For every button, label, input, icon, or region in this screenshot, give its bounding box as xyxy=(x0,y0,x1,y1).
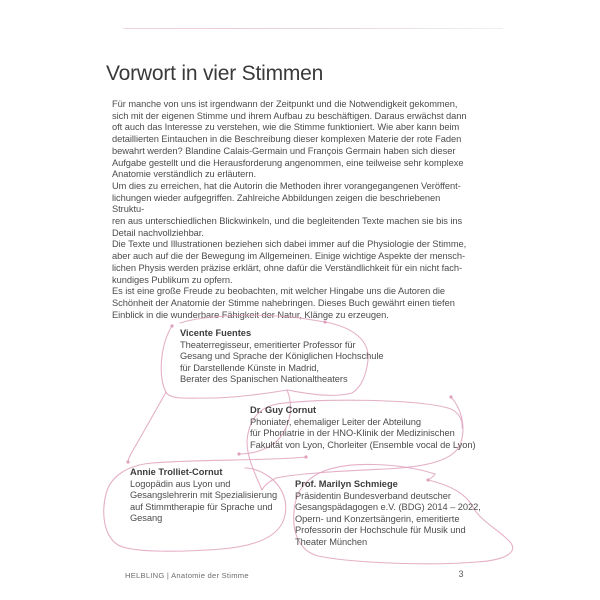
contributor-name: Prof. Marilyn Schmiege xyxy=(295,479,398,489)
contributor-name: Dr. Guy Cornut xyxy=(250,405,317,415)
scribble-dot xyxy=(304,455,307,458)
contributor-name: Vicente Fuentes xyxy=(180,328,252,338)
contributor-bio: Phoniater, ehemaliger Leiter der Abteilung für Phoniatrie in der HNO-Klinik der Medizinischen Fakultät von Lyon, Chorleiter (Ensemble vocal de Lyon) xyxy=(250,417,476,450)
contributor-bio: Präsidentin Bundesverband deutscher Gesangspädagogen e.V. (BDG) 2014 – 2022, Opern- und Konzertsängerin, emeritierte Professorin der Hochschule für Musik und Theater München xyxy=(295,491,481,547)
footer-page-number: 3 xyxy=(458,569,464,579)
contributor-marilyn-schmiege xyxy=(295,478,481,548)
scribble-dot xyxy=(170,324,173,327)
contributor-annie-trolliet-cornut xyxy=(130,466,277,525)
scribble-dot xyxy=(449,395,452,398)
scribble-dot xyxy=(126,460,129,463)
scribble-tail-vicente-to-annie xyxy=(128,392,166,462)
top-rule-divider xyxy=(123,28,503,29)
scribble-dot xyxy=(237,452,240,455)
contributor-guy-cornut xyxy=(250,404,476,451)
foreword-body-text: Für manche von uns ist irgendwann der Zeitpunkt und die Notwendigkeit gekommen, sich mit der eigenen Stimme und ihrem Aufbau zu beschäftigen. Daraus erwächst dann oft auch das Interesse zu verstehen, wie die Stimme funktioniert. Wie aber kann beim detaillierten Eintauchen in die Beschreibung dieser komplexen Materie der rote Faden bewahrt werden? Blandine Calais-Germain und François Germain haben sich dieser Aufgabe gestellt und die Herausforderung angenommen, eine teilweise sehr komplexe Anatomie verständlich zu erläutern. Um dies zu erreichen, hat die Autorin die Methoden ihrer vorangegangenen Veröffent- lichungen wieder aufgegriffen. Zahlreiche Abbildungen zeigen die beschriebenen Struktu- ren aus unterschiedlichen Blickwinkeln, und die begleitenden Texte machen sie bis ins Detail nachvollziehbar. Die Texte und Illustrationen beziehen sich dabei immer auf die Physiologie der Stimme, aber auch auf die der Bewegung im Allgemeinen. Einige wichtige Aspekte der mensch- lichen Physis werden präzise erklärt, ohne dafür die Verständlichkeit für ein nicht fach- kundiges Publikum zu opfern. Es ist eine große Freude zu beobachten, mit welcher Hingabe uns die Autoren die Schönheit der Anatomie der Stimme nahebringen. Dieses Buch gewährt einen tiefen Einblick in die wunderbare Fähigkeit der Natur, Klänge zu erzeugen. xyxy=(112,99,467,320)
contributor-bio: Logopädin aus Lyon und Gesangslehrerin mit Spezialisierung auf Stimmtherapie für Sprache und Gesang xyxy=(130,479,278,524)
contributor-name: Annie Trolliet-Cornut xyxy=(130,467,223,477)
page-title: Vorwort in vier Stimmen xyxy=(106,62,324,85)
footer-imprint: HELBLING | Anatomie der Stimme xyxy=(125,571,249,580)
contributor-bio: Theaterregisseur, emeritierter Professor für Gesang und Sprache der Königlichen Hochschule für Darstellende Künste in Madrid, Berater des Spanischen Nationaltheaters xyxy=(180,340,384,385)
contributor-vicente-fuentes xyxy=(180,327,383,386)
